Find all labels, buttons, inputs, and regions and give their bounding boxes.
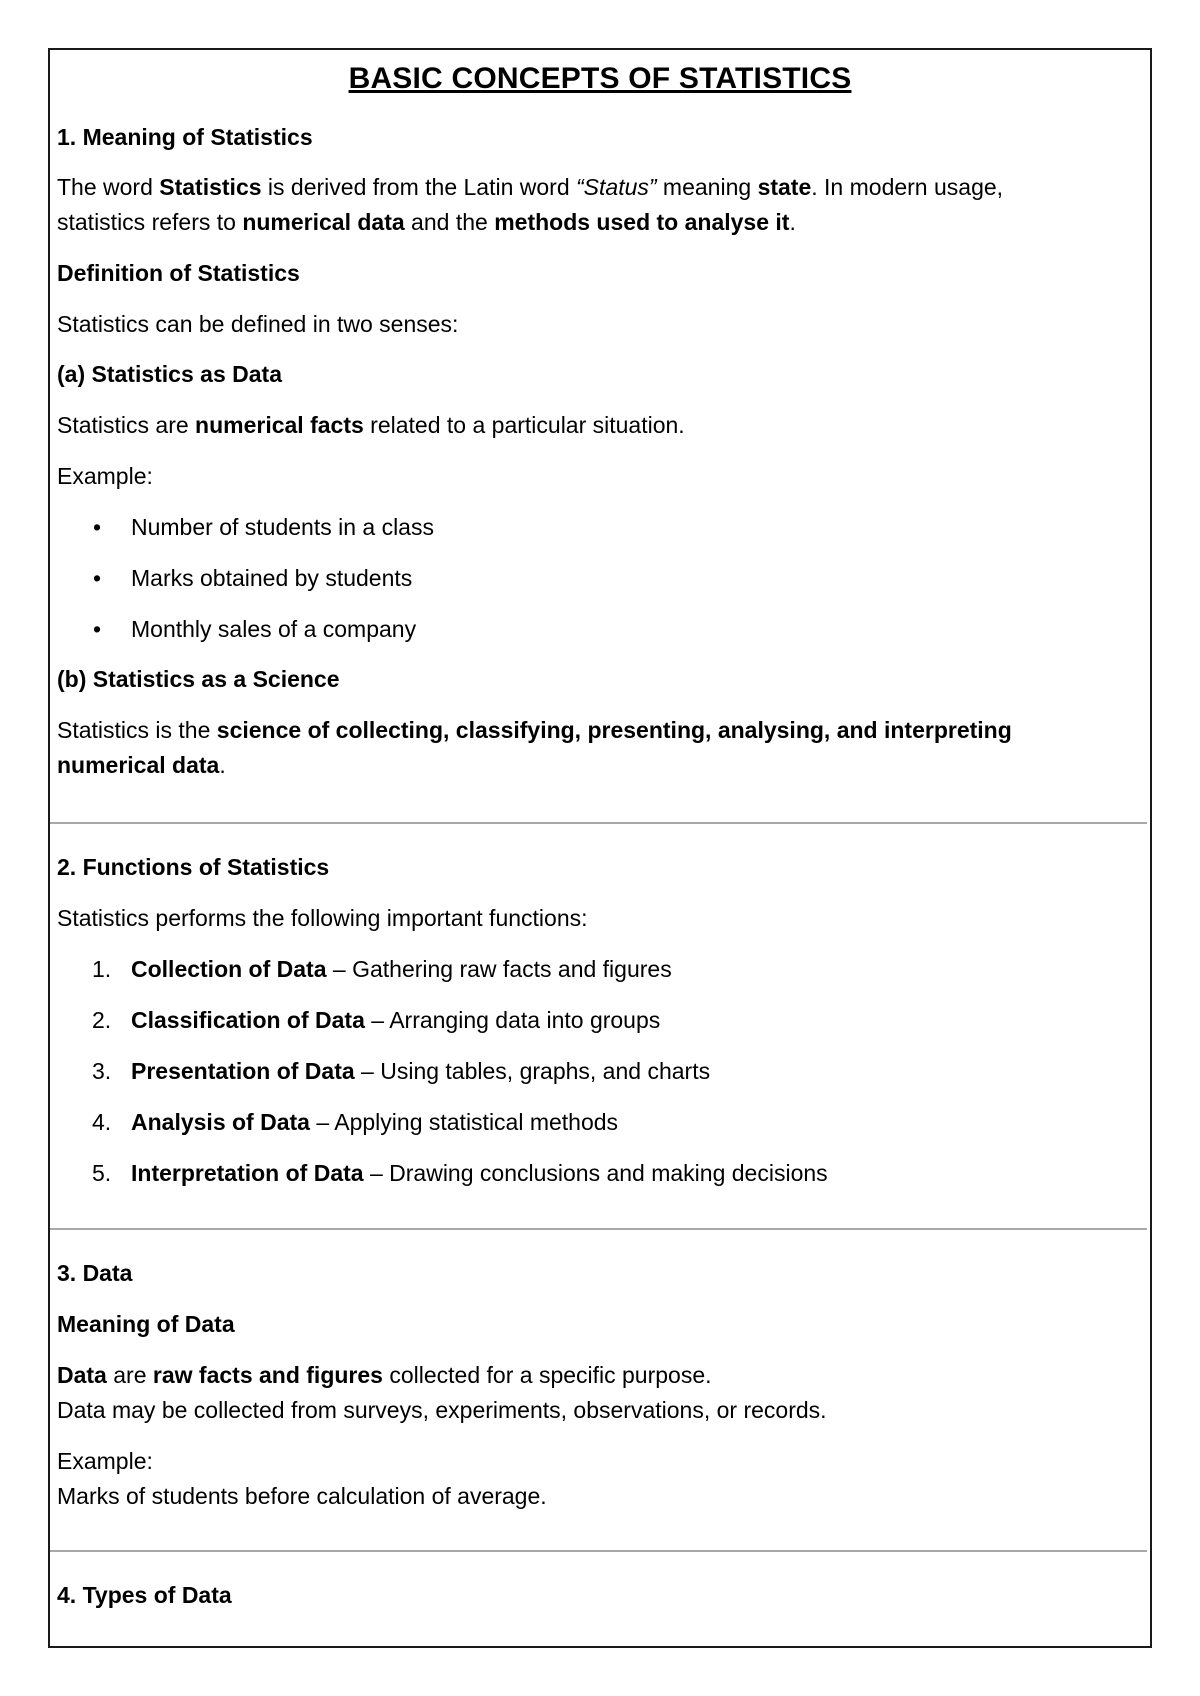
definition-text: Statistics can be defined in two senses: bbox=[57, 311, 459, 337]
data-definition-line-1: Data are raw facts and figures collected for a specific purpose. bbox=[57, 1362, 712, 1388]
list-number: 2. bbox=[92, 1007, 112, 1033]
function-list-item: Presentation of Data – Using tables, graphs, and charts bbox=[131, 1058, 711, 1084]
section-divider bbox=[50, 1550, 1147, 1552]
example-list-item: Number of students in a class bbox=[131, 514, 434, 540]
statistics-as-data-heading: (a) Statistics as Data bbox=[57, 361, 282, 387]
statistics-as-science-heading: (b) Statistics as a Science bbox=[57, 666, 340, 692]
section-1-paragraph-line-1: The word Statistics is derived from the Latin word “Status” meaning state. In modern usage, bbox=[57, 174, 1004, 200]
section-4-heading: 4. Types of Data bbox=[57, 1582, 232, 1608]
bullet-marker: • bbox=[93, 514, 102, 540]
section-1-heading: 1. Meaning of Statistics bbox=[57, 124, 313, 150]
definition-heading: Definition of Statistics bbox=[57, 260, 300, 286]
list-number: 4. bbox=[92, 1109, 112, 1135]
example-list-item: Monthly sales of a company bbox=[131, 616, 417, 642]
example-label: Example: bbox=[57, 463, 153, 489]
bullet-marker: • bbox=[93, 565, 102, 591]
section-1-paragraph-line-2: statistics refers to numerical data and the methods used to analyse it. bbox=[57, 209, 796, 235]
section-2-intro: Statistics performs the following important functions: bbox=[57, 905, 588, 931]
section-divider bbox=[50, 1228, 1147, 1230]
example-list-item: Marks obtained by students bbox=[131, 565, 413, 591]
data-example-text: Marks of students before calculation of average. bbox=[57, 1483, 547, 1509]
function-list-item: Classification of Data – Arranging data into groups bbox=[131, 1007, 661, 1033]
data-definition-line-2: Data may be collected from surveys, experiments, observations, or records. bbox=[57, 1397, 827, 1423]
statistics-as-science-text-line-1: Statistics is the science of collecting, classifying, presenting, analysing, and interpreting bbox=[57, 717, 1012, 743]
statistics-as-science-text-line-2: numerical data. bbox=[57, 752, 226, 778]
list-number: 3. bbox=[92, 1058, 112, 1084]
section-divider bbox=[50, 822, 1147, 824]
function-list-item: Interpretation of Data – Drawing conclusions and making decisions bbox=[131, 1160, 828, 1186]
list-number: 1. bbox=[92, 956, 112, 982]
data-example-label: Example: bbox=[57, 1448, 153, 1474]
bullet-marker: • bbox=[93, 616, 102, 642]
statistics-as-data-text: Statistics are numerical facts related to a particular situation. bbox=[57, 412, 685, 438]
section-2-heading: 2. Functions of Statistics bbox=[57, 854, 330, 880]
page-title: BASIC CONCEPTS OF STATISTICS bbox=[348, 62, 852, 95]
section-3-heading: 3. Data bbox=[57, 1260, 133, 1286]
meaning-of-data-heading: Meaning of Data bbox=[57, 1311, 235, 1337]
list-number: 5. bbox=[92, 1160, 112, 1186]
function-list-item: Collection of Data – Gathering raw facts and figures bbox=[131, 956, 672, 982]
function-list-item: Analysis of Data – Applying statistical methods bbox=[131, 1109, 619, 1135]
